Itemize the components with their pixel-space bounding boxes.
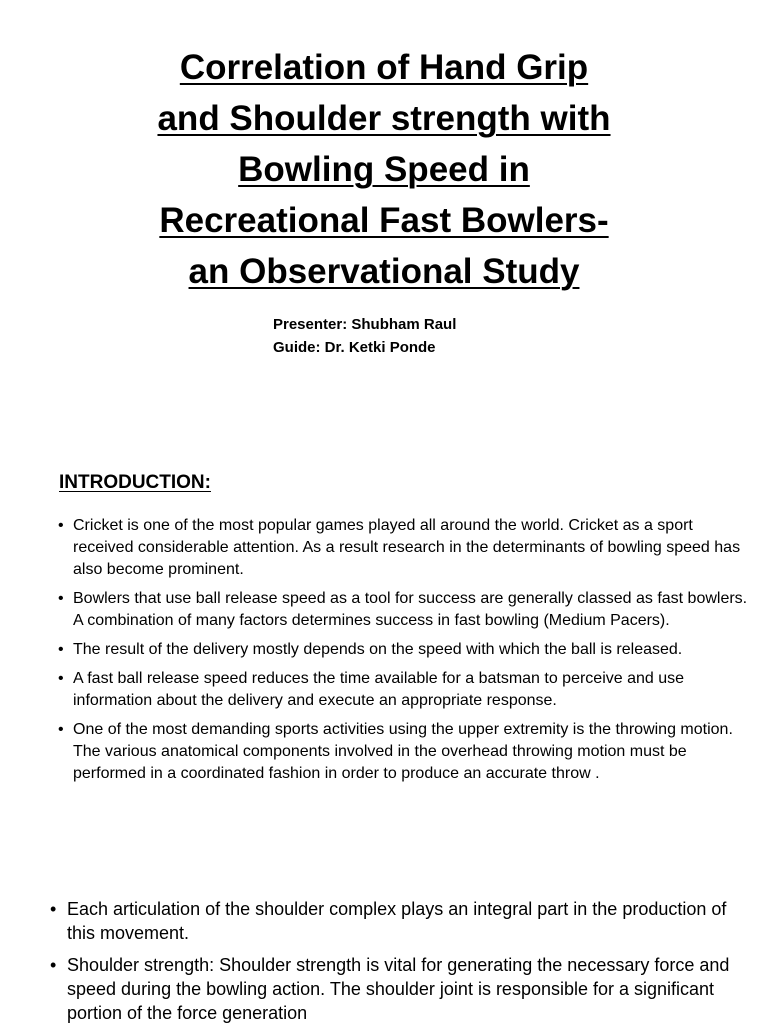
title-line: Recreational Fast Bowlers- <box>159 201 609 240</box>
list-item <box>58 719 748 785</box>
shoulder-bullet-list <box>50 897 750 1033</box>
title-line: and Shoulder strength with <box>157 99 611 138</box>
introduction-heading: INTRODUCTION: <box>59 472 211 493</box>
bullet-text: The result of the delivery mostly depends on the speed with which the ball is released. <box>73 641 683 658</box>
slide-title <box>80 42 688 297</box>
list-item <box>50 897 750 945</box>
bullet-text: Cricket is one of the most popular games played all around the world. Cricket as a sport received considerable attention. As a result research in the determinants of bowling speed has also become prominent. <box>73 517 741 578</box>
title-line: Correlation of Hand Grip <box>179 48 589 87</box>
presenter-name: Presenter: Shubham Raul <box>273 316 457 333</box>
list-item <box>58 588 748 632</box>
bullet-text: Shoulder strength: Shoulder strength is vital for generating the necessary force and speed during the bowling action. The shoulder joint is responsible for a significant portion of the force generation <box>67 955 730 1023</box>
bullet-icon: • <box>58 641 64 658</box>
list-item <box>50 953 750 1025</box>
bullet-text: Bowlers that use ball release speed as a tool for success are generally classed as fast bowlers. A combination of many factors determines success in fast bowling (Medium Pacers). <box>73 590 748 629</box>
list-item <box>58 639 748 661</box>
bullet-icon: • <box>50 899 57 919</box>
bullet-icon: • <box>58 721 64 738</box>
introduction-bullet-list <box>58 515 748 792</box>
bullet-icon: • <box>58 517 64 534</box>
bullet-text: One of the most demanding sports activities using the upper extremity is the throwing motion. The various anatomical components involved in the overhead throwing motion must be performed in a coordinated fashion in order to produce an accurate throw . <box>73 721 733 782</box>
title-line: an Observational Study <box>188 252 580 291</box>
credits-block <box>273 313 456 359</box>
list-item <box>58 515 748 581</box>
title-line: Bowling Speed in <box>238 150 530 189</box>
bullet-text: A fast ball release speed reduces the time available for a batsman to perceive and use information about the delivery and execute an appropriate response. <box>73 670 685 709</box>
bullet-icon: • <box>58 670 64 687</box>
guide-name: Guide: Dr. Ketki Ponde <box>273 339 436 356</box>
bullet-icon: • <box>50 955 57 975</box>
bullet-icon: • <box>58 590 64 607</box>
bullet-text: Each articulation of the shoulder complex plays an integral part in the production of this movement. <box>67 899 727 943</box>
list-item <box>58 668 748 712</box>
